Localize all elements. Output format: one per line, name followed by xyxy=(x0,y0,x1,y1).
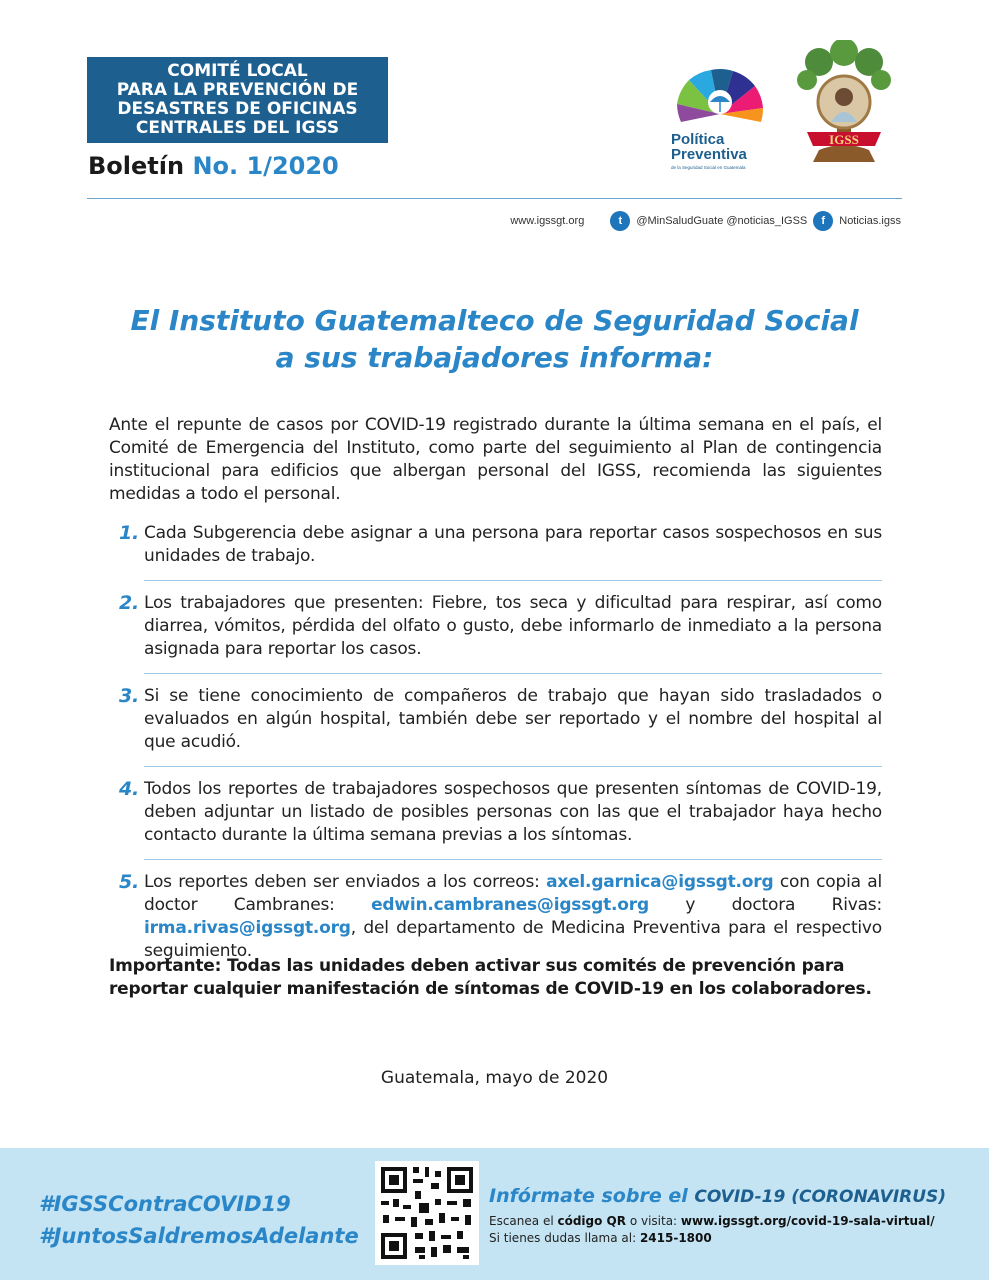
item-divider xyxy=(144,859,882,860)
email-link-axel[interactable]: axel.garnica@igssgt.org xyxy=(546,872,774,892)
place-date: Guatemala, mayo de 2020 xyxy=(380,1068,609,1088)
bulletin-number: No. 1/2020 xyxy=(192,152,339,180)
logo-pp-line2: Preventiva xyxy=(671,146,747,163)
bulletin-label: Boletín xyxy=(88,152,185,180)
scan-mid: o visita: xyxy=(626,1214,681,1228)
item-divider xyxy=(144,766,882,767)
item-text: Cada Subgerencia debe asignar a una persona para reportar casos sospechosos en sus unidades de trabajo. xyxy=(144,523,882,566)
item-divider xyxy=(144,673,882,674)
info-title-text: Infórmate sobre el xyxy=(489,1185,695,1207)
committee-title-box xyxy=(87,57,388,143)
email-link-edwin[interactable]: edwin.cambranes@igssgt.org xyxy=(371,895,649,915)
email-link-irma[interactable]: irma.rivas@igssgt.org xyxy=(144,918,351,938)
header-divider xyxy=(87,198,902,199)
item-number: 5. xyxy=(119,871,140,893)
hashtag-2[interactable]: #JuntosSaldremosAdelante xyxy=(39,1224,359,1248)
list-item xyxy=(117,685,882,754)
list-item xyxy=(117,778,882,847)
qr-code[interactable] xyxy=(375,1161,479,1265)
measures-list xyxy=(117,522,882,963)
item-text: Todos los reportes de trabajadores sospechosos que presenten síntomas de COVID-19, deben adjuntar un listado de posibles personas con las que el trabajador haya hecho contacto durante la última semana previas a los síntomas. xyxy=(144,779,882,845)
list-item xyxy=(117,871,882,963)
item-text-part3: y doctora Rivas: xyxy=(648,895,882,915)
hashtag-1[interactable]: #IGSSContraCOVID19 xyxy=(39,1192,291,1216)
item-text-part2: con copia al doctor Cambranes: xyxy=(144,872,882,915)
facebook-handle[interactable]: Noticias.igss xyxy=(839,215,901,227)
covid-site-link[interactable]: www.igssgt.org/covid-19-sala-virtual/ xyxy=(680,1214,935,1228)
item-number: 2. xyxy=(119,592,140,614)
intro-paragraph: Ante el repunte de casos por COVID-19 registrado durante la última semana en el país, el Comité de Emergencia del Instituto, como parte del seguimiento al Plan de contingencia institucional para edificios que albergan personal del IGSS, recomienda las siguientes medidas a todo el personal. xyxy=(109,415,882,504)
committee-line-2: PARA LA PREVENCIÓN DE xyxy=(116,80,359,100)
facebook-icon: f xyxy=(813,211,833,231)
committee-line-4: CENTRALES DEL IGSS xyxy=(135,118,340,138)
scan-prefix: Escanea el xyxy=(489,1214,558,1228)
committee-line-1: COMITÉ LOCAL xyxy=(167,61,308,81)
list-item xyxy=(117,592,882,661)
info-title xyxy=(489,1185,946,1207)
logo-igss-text: IGSS xyxy=(829,132,859,147)
politica-preventiva-logo xyxy=(667,62,773,174)
committee-line-3: DESASTRES DE OFICINAS xyxy=(117,99,358,119)
call-number[interactable]: 2415-1800 xyxy=(639,1231,712,1245)
item-number: 4. xyxy=(119,778,140,800)
igss-logo xyxy=(789,40,899,170)
item-number: 3. xyxy=(119,685,140,707)
item-text: Los trabajadores que presenten: Fiebre, tos seca y dificultad para respirar, así como diarrea, vómitos, pérdida del olfato o gusto, debe informarlo de inmediato a la persona asignada para reportar los casos. xyxy=(144,593,882,659)
item-number: 1. xyxy=(119,522,140,544)
logo-pp-line1: Política xyxy=(671,131,725,148)
twitter-handles[interactable]: @MinSaludGuate @noticias_IGSS xyxy=(636,215,808,227)
item-text: Si se tiene conocimiento de compañeros de trabajo que hayan sido trasladados o evaluados en algún hospital, también debe ser reportado y el nombre del hospital al que acudió. xyxy=(144,686,882,752)
important-note: Importante: Todas las unidades deben activar sus comités de prevención para reportar cualquier manifestación de síntomas de COVID-19 en los colaboradores. xyxy=(109,956,872,999)
headline-line-1: El Instituto Guatemalteco de Seguridad Social xyxy=(130,304,859,337)
item-divider xyxy=(144,580,882,581)
call-prefix: Si tienes dudas llama al: xyxy=(489,1231,640,1245)
info-instructions xyxy=(489,1213,946,1247)
hashtags xyxy=(39,1188,359,1252)
list-item xyxy=(117,522,882,568)
scan-bold: código QR xyxy=(557,1214,626,1228)
social-bar xyxy=(510,211,901,231)
website-link[interactable]: www.igssgt.org xyxy=(510,215,585,227)
headline-line-2: a sus trabajadores informa: xyxy=(275,341,714,374)
headline xyxy=(0,302,989,376)
bulletin-title xyxy=(88,152,339,180)
info-block xyxy=(489,1185,946,1247)
twitter-icon: t xyxy=(610,211,630,231)
info-title-strong: COVID-19 (CORONAVIRUS) xyxy=(694,1187,947,1207)
logo-pp-sub: de la Seguridad Social en Guatemala xyxy=(671,165,746,170)
item-text-part4: , del departamento de Medicina Preventiva para el respectivo seguimiento. xyxy=(144,918,882,961)
item-text-part1: Los reportes deben ser enviados a los correos: xyxy=(144,872,547,892)
